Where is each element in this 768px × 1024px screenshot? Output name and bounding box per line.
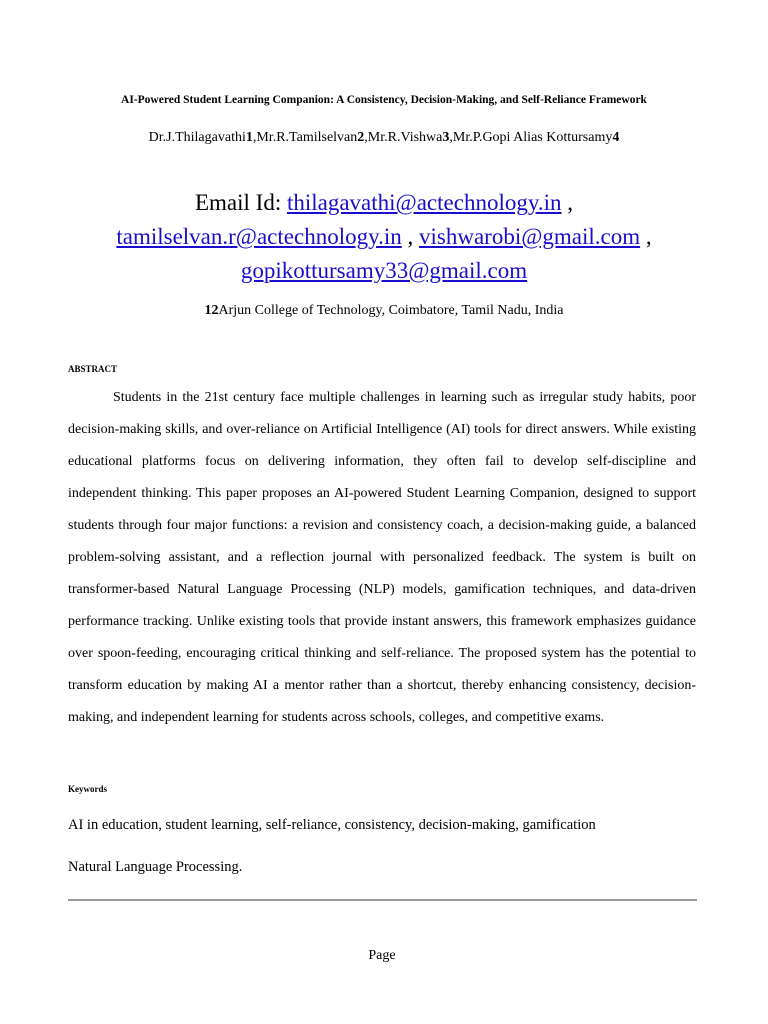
abstract-heading: ABSTRACT <box>68 364 118 374</box>
author-separator: , <box>364 130 368 145</box>
email-block <box>40 186 728 288</box>
email-link-1[interactable]: thilagavathi@actechnology.in <box>286 190 562 215</box>
author-mark: 3 <box>442 130 450 145</box>
email-line-2 <box>40 220 728 254</box>
email-link-3[interactable]: vishwarobi@gmail.com <box>419 224 641 249</box>
author-name: Mr.R.Vishwa <box>367 130 443 145</box>
author-mark: 1 <box>245 130 253 145</box>
keywords-line-1: AI in education, student learning, self-reliance, consistency, decision-making, gamification <box>68 817 596 833</box>
email-separator: , <box>645 224 652 249</box>
keywords-line-2: Natural Language Processing. <box>68 859 243 875</box>
author-name: Mr.P.Gopi Alias Kottursamy <box>452 130 613 145</box>
email-separator: , <box>407 224 414 249</box>
footer-divider <box>68 899 697 901</box>
abstract-text: Students in the 21st century face multiple challenges in learning such as irregular study habits, poor decision-making skills, and over-reliance on Artificial Intelligence (AI) tools for direct answers. While existing educational platforms focus on delivering information, they often fail to develop self-discipline and independent thinking. This paper proposes an AI-powered Student Learning Companion, designed to support students through four major functions: a revision and consistency coach, a decision-making guide, a balanced problem-solving assistant, and a reflection journal with personalized feedback. The system is built on transformer-based Natural Language Processing (NLP) models, gamification techniques, and data-driven performance tracking. Unlike existing tools that provide instant answers, this framework emphasizes guidance over spoon-feeding, encouraging critical thinking and self-reliance. The proposed system has the potential to transform education by making AI a mentor rather than a shortcut, thereby enhancing consistency, decision-making, and independent learning for students across schools, colleges, and competitive exams. <box>68 390 696 725</box>
affiliation-text: Arjun College of Technology, Coimbatore, Tamil Nadu, India <box>218 303 564 318</box>
email-separator: , <box>567 190 573 215</box>
email-line-1 <box>40 186 728 220</box>
author-separator: , <box>449 130 453 145</box>
author-mark: 2 <box>357 130 365 145</box>
page-footer: Page <box>368 948 396 963</box>
affiliation <box>0 302 768 320</box>
paper-title: AI-Powered Student Learning Companion: A Consistency, Decision-Making, and Self-Reliance Framework <box>121 94 647 106</box>
author-mark: 4 <box>612 130 620 145</box>
email-line-3 <box>40 254 728 288</box>
email-link-4[interactable]: gopikottursamy33@gmail.com <box>240 258 528 283</box>
author-line <box>0 129 768 147</box>
email-label: Email Id: <box>194 190 282 215</box>
keywords-heading: Keywords <box>68 784 107 794</box>
author-name: Mr.R.Tamilselvan <box>256 130 358 145</box>
author-separator: , <box>252 130 257 145</box>
affiliation-mark: 12 <box>204 303 219 318</box>
email-link-2[interactable]: tamilselvan.r@actechnology.in <box>116 224 402 249</box>
author-name: Dr.J.Thilagavathi <box>148 130 246 145</box>
